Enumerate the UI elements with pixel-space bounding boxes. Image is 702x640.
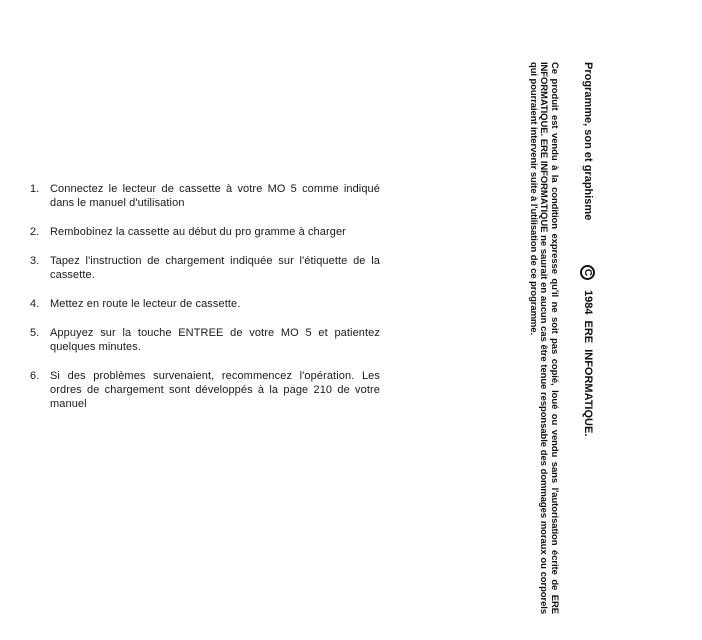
step-number: 6. — [30, 370, 40, 382]
copyright-icon: C — [581, 265, 596, 280]
instruction-step-5 — [30, 326, 380, 354]
step-number: 1. — [30, 183, 40, 195]
instruction-step-3 — [30, 254, 380, 282]
step-text: Tapez l'instruction de chargement indiquée sur l'étiquette de la cassette. — [50, 255, 380, 281]
step-number: 5. — [30, 327, 40, 339]
credits-and-legal-block — [502, 62, 597, 614]
step-number: 4. — [30, 298, 40, 310]
loading-instructions — [30, 182, 380, 426]
instruction-step-2 — [30, 225, 380, 239]
instruction-step-4 — [30, 297, 380, 311]
step-number: 3. — [30, 255, 40, 267]
step-text: Connectez le lecteur de cassette à votre MO 5 comme indiqué dans le manuel d'utilisation — [50, 183, 380, 209]
step-number: 2. — [30, 226, 40, 238]
step-text: Si des problèmes survenaient, recommencez l'opération. Les ordres de chargement sont développés à la page 210 de votre manuel — [50, 370, 380, 410]
credits-line — [579, 62, 597, 522]
instruction-step-6 — [30, 369, 380, 411]
step-text: Appuyez sur la touche ENTREE de votre MO 5 et patientez quelques minutes. — [50, 327, 380, 353]
credits-prefix: Programme, son et graphisme — [582, 62, 594, 221]
instruction-step-1 — [30, 182, 380, 210]
credits-suffix: 1984 ERE INFORMATIQUE. — [582, 290, 594, 437]
step-text: Mettez en route le lecteur de cassette. — [50, 298, 241, 310]
step-text: Rembobinez la cassette au début du pro gramme à charger — [50, 226, 346, 238]
legal-notice: Ce produit est vendu à la condition expresse qu'il ne soit pas copié, loué ou vendu sans l'autorisation écrite de ERE INFORMATIQUE. ERE INFORMATIQUE ne saurait en aucun cas être tenue responsable des dommages moraux ou corporels qui pourraient intervenir suite à l'utilisation de ce programme. — [527, 62, 560, 614]
